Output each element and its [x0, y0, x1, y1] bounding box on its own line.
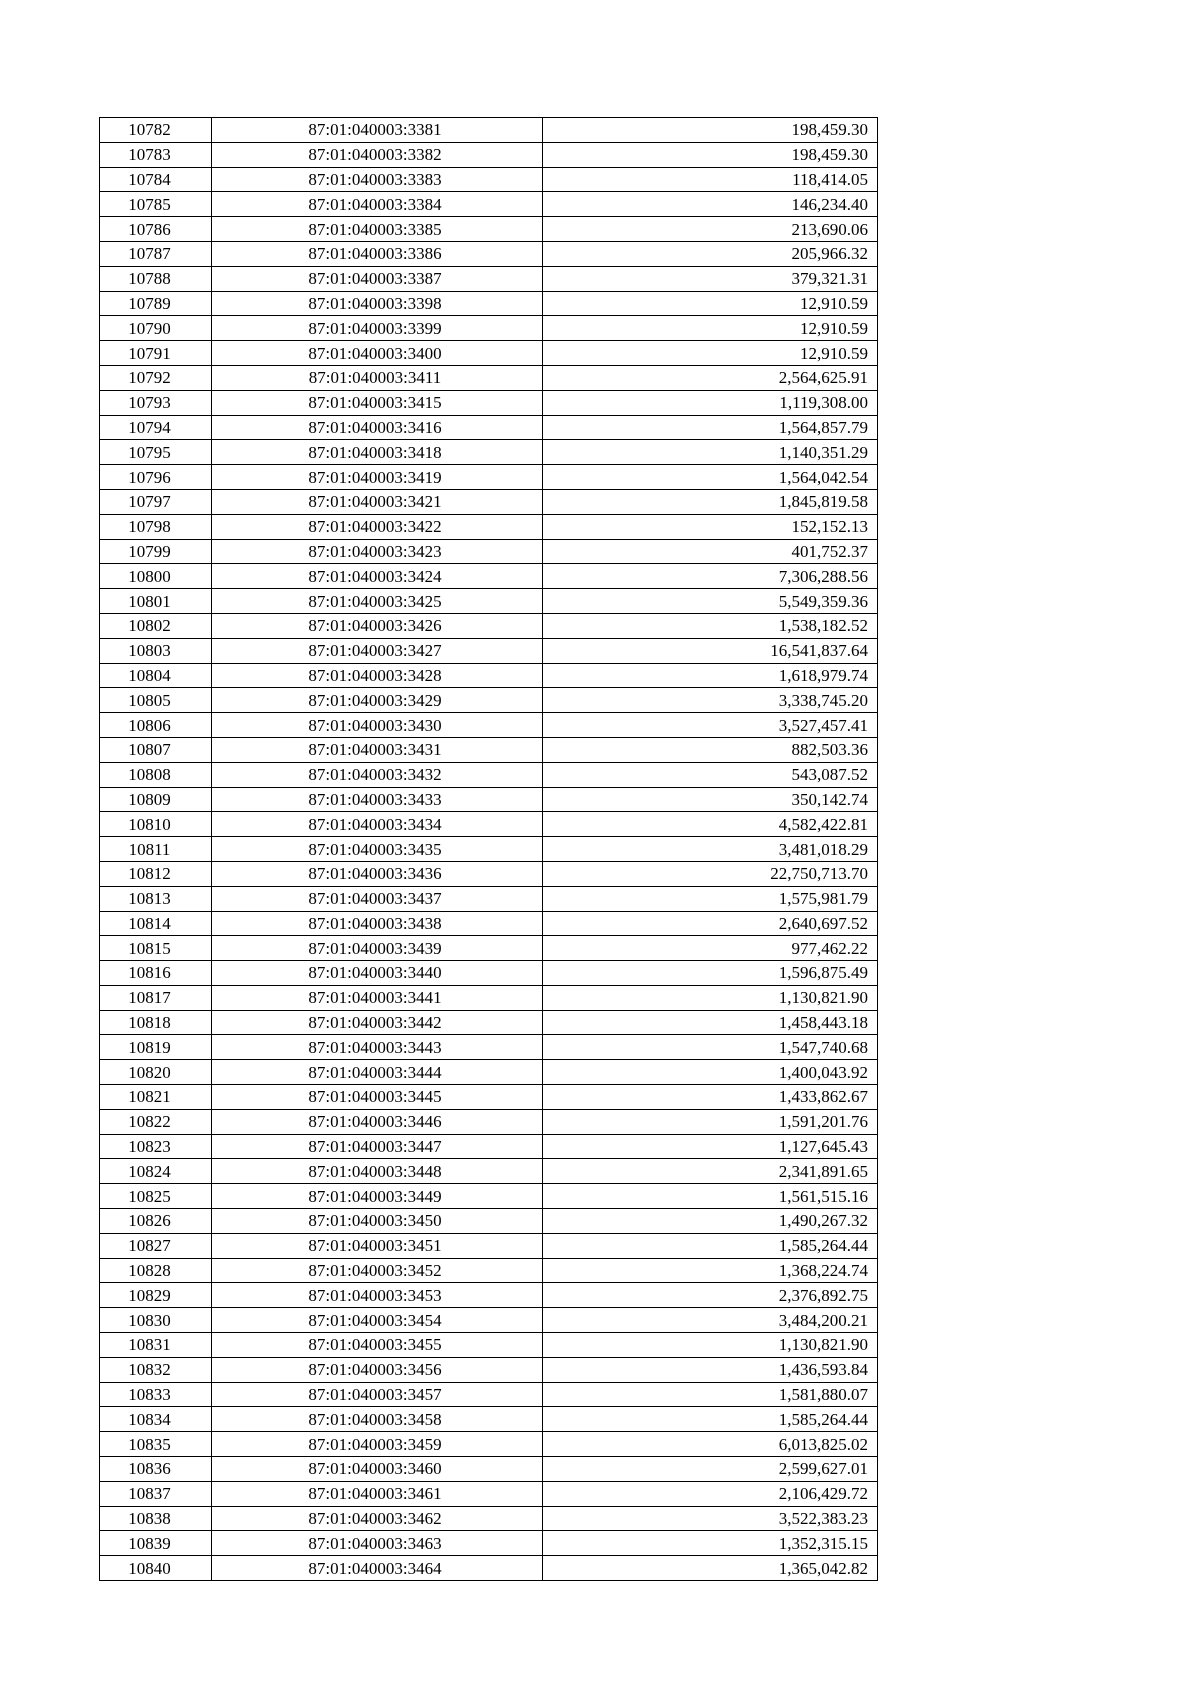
- cadastral-value-cell: 1,433,862.67: [543, 1085, 878, 1110]
- cadastral-value-cell: 12,910.59: [543, 316, 878, 341]
- cadastral-value-cell: 1,490,267.32: [543, 1209, 878, 1234]
- table-row: [100, 1134, 878, 1159]
- table-row: [100, 365, 878, 390]
- cadastral-value-cell: 1,585,264.44: [543, 1407, 878, 1432]
- cadastral-number-cell: 87:01:040003:3431: [212, 737, 543, 762]
- table-row: [100, 489, 878, 514]
- cadastral-number-cell: 87:01:040003:3442: [212, 1010, 543, 1035]
- cadastral-number-cell: 87:01:040003:3458: [212, 1407, 543, 1432]
- row-number-cell: 10828: [100, 1258, 212, 1283]
- row-number-cell: 10812: [100, 861, 212, 886]
- row-number-cell: 10814: [100, 911, 212, 936]
- cadastral-number-cell: 87:01:040003:3422: [212, 514, 543, 539]
- cadastral-value-cell: 3,338,745.20: [543, 688, 878, 713]
- row-number-cell: 10818: [100, 1010, 212, 1035]
- table-row: [100, 787, 878, 812]
- table-row: [100, 1184, 878, 1209]
- row-number-cell: 10829: [100, 1283, 212, 1308]
- cadastral-value-cell: 1,140,351.29: [543, 440, 878, 465]
- cadastral-number-cell: 87:01:040003:3400: [212, 341, 543, 366]
- table-row: [100, 1333, 878, 1358]
- row-number-cell: 10797: [100, 489, 212, 514]
- row-number-cell: 10826: [100, 1209, 212, 1234]
- row-number-cell: 10803: [100, 638, 212, 663]
- cadastral-number-cell: 87:01:040003:3429: [212, 688, 543, 713]
- cadastral-number-cell: 87:01:040003:3430: [212, 713, 543, 738]
- cadastral-number-cell: 87:01:040003:3424: [212, 564, 543, 589]
- row-number-cell: 10804: [100, 663, 212, 688]
- cadastral-value-cell: 1,564,042.54: [543, 465, 878, 490]
- cadastral-value-cell: 3,527,457.41: [543, 713, 878, 738]
- cadastral-number-cell: 87:01:040003:3446: [212, 1109, 543, 1134]
- table-row: [100, 142, 878, 167]
- table-row: [100, 1506, 878, 1531]
- cadastral-number-cell: 87:01:040003:3462: [212, 1506, 543, 1531]
- cadastral-number-cell: 87:01:040003:3432: [212, 762, 543, 787]
- table-row: [100, 1060, 878, 1085]
- row-number-cell: 10789: [100, 291, 212, 316]
- table-row: [100, 1407, 878, 1432]
- table-row: [100, 886, 878, 911]
- row-number-cell: 10811: [100, 837, 212, 862]
- table-row: [100, 1010, 878, 1035]
- row-number-cell: 10817: [100, 985, 212, 1010]
- table-row: [100, 241, 878, 266]
- cadastral-value-cell: 152,152.13: [543, 514, 878, 539]
- cadastral-number-cell: 87:01:040003:3451: [212, 1233, 543, 1258]
- cadastral-value-cell: 1,130,821.90: [543, 1333, 878, 1358]
- table-row: [100, 985, 878, 1010]
- cadastral-number-cell: 87:01:040003:3436: [212, 861, 543, 886]
- table-row: [100, 415, 878, 440]
- cadastral-value-cell: 1,581,880.07: [543, 1382, 878, 1407]
- cadastral-value-cell: 22,750,713.70: [543, 861, 878, 886]
- row-number-cell: 10783: [100, 142, 212, 167]
- cadastral-value-cell: 1,596,875.49: [543, 961, 878, 986]
- table-row: [100, 1233, 878, 1258]
- table-row: [100, 1382, 878, 1407]
- row-number-cell: 10813: [100, 886, 212, 911]
- row-number-cell: 10830: [100, 1308, 212, 1333]
- table-row: [100, 737, 878, 762]
- row-number-cell: 10807: [100, 737, 212, 762]
- table-row: [100, 1035, 878, 1060]
- row-number-cell: 10832: [100, 1357, 212, 1382]
- table-row: [100, 1481, 878, 1506]
- cadastral-number-cell: 87:01:040003:3439: [212, 936, 543, 961]
- row-number-cell: 10802: [100, 613, 212, 638]
- cadastral-number-cell: 87:01:040003:3398: [212, 291, 543, 316]
- row-number-cell: 10825: [100, 1184, 212, 1209]
- cadastral-number-cell: 87:01:040003:3452: [212, 1258, 543, 1283]
- cadastral-value-cell: 1,561,515.16: [543, 1184, 878, 1209]
- table-row: [100, 589, 878, 614]
- cadastral-number-cell: 87:01:040003:3425: [212, 589, 543, 614]
- row-number-cell: 10816: [100, 961, 212, 986]
- row-number-cell: 10827: [100, 1233, 212, 1258]
- cadastral-value-cell: 882,503.36: [543, 737, 878, 762]
- table-row: [100, 861, 878, 886]
- cadastral-number-cell: 87:01:040003:3460: [212, 1457, 543, 1482]
- row-number-cell: 10785: [100, 192, 212, 217]
- cadastral-value-cell: 1,547,740.68: [543, 1035, 878, 1060]
- row-number-cell: 10795: [100, 440, 212, 465]
- cadastral-value-cell: 379,321.31: [543, 266, 878, 291]
- row-number-cell: 10788: [100, 266, 212, 291]
- table-row: [100, 514, 878, 539]
- row-number-cell: 10836: [100, 1457, 212, 1482]
- cadastral-number-cell: 87:01:040003:3441: [212, 985, 543, 1010]
- table-row: [100, 390, 878, 415]
- cadastral-value-cell: 977,462.22: [543, 936, 878, 961]
- cadastral-value-cell: 213,690.06: [543, 217, 878, 242]
- row-number-cell: 10839: [100, 1531, 212, 1556]
- cadastral-value-cell: 3,484,200.21: [543, 1308, 878, 1333]
- table-row: [100, 961, 878, 986]
- table-row: [100, 1258, 878, 1283]
- cadastral-value-cell: 1,585,264.44: [543, 1233, 878, 1258]
- table-row: [100, 1159, 878, 1184]
- cadastral-number-cell: 87:01:040003:3450: [212, 1209, 543, 1234]
- cadastral-number-cell: 87:01:040003:3434: [212, 812, 543, 837]
- table-row: [100, 638, 878, 663]
- table-row: [100, 564, 878, 589]
- cadastral-number-cell: 87:01:040003:3382: [212, 142, 543, 167]
- table-row: [100, 1109, 878, 1134]
- cadastral-number-cell: 87:01:040003:3438: [212, 911, 543, 936]
- cadastral-value-cell: 2,376,892.75: [543, 1283, 878, 1308]
- cadastral-value-cell: 12,910.59: [543, 341, 878, 366]
- cadastral-value-cell: 16,541,837.64: [543, 638, 878, 663]
- cadastral-value-cell: 1,130,821.90: [543, 985, 878, 1010]
- table-row: [100, 663, 878, 688]
- cadastral-value-cell: 1,618,979.74: [543, 663, 878, 688]
- row-number-cell: 10782: [100, 118, 212, 143]
- cadastral-value-cell: 1,352,315.15: [543, 1531, 878, 1556]
- row-number-cell: 10808: [100, 762, 212, 787]
- cadastral-number-cell: 87:01:040003:3448: [212, 1159, 543, 1184]
- table-row: [100, 118, 878, 143]
- row-number-cell: 10815: [100, 936, 212, 961]
- cadastral-value-cell: 1,564,857.79: [543, 415, 878, 440]
- cadastral-number-cell: 87:01:040003:3411: [212, 365, 543, 390]
- table-row: [100, 341, 878, 366]
- cadastral-number-cell: 87:01:040003:3421: [212, 489, 543, 514]
- cadastral-value-cell: 401,752.37: [543, 539, 878, 564]
- cadastral-number-cell: 87:01:040003:3419: [212, 465, 543, 490]
- row-number-cell: 10794: [100, 415, 212, 440]
- cadastral-number-cell: 87:01:040003:3383: [212, 167, 543, 192]
- cadastral-number-cell: 87:01:040003:3428: [212, 663, 543, 688]
- cadastral-value-cell: 3,481,018.29: [543, 837, 878, 862]
- cadastral-number-cell: 87:01:040003:3454: [212, 1308, 543, 1333]
- cadastral-number-cell: 87:01:040003:3461: [212, 1481, 543, 1506]
- table-row: [100, 613, 878, 638]
- cadastral-value-cell: 205,966.32: [543, 241, 878, 266]
- cadastral-number-cell: 87:01:040003:3386: [212, 241, 543, 266]
- row-number-cell: 10810: [100, 812, 212, 837]
- cadastral-number-cell: 87:01:040003:3443: [212, 1035, 543, 1060]
- cadastral-number-cell: 87:01:040003:3459: [212, 1432, 543, 1457]
- row-number-cell: 10799: [100, 539, 212, 564]
- row-number-cell: 10796: [100, 465, 212, 490]
- table-row: [100, 1556, 878, 1581]
- row-number-cell: 10837: [100, 1481, 212, 1506]
- cadastral-number-cell: 87:01:040003:3416: [212, 415, 543, 440]
- cadastral-value-cell: 1,575,981.79: [543, 886, 878, 911]
- table-row: [100, 1357, 878, 1382]
- table-row: [100, 167, 878, 192]
- cadastral-number-cell: 87:01:040003:3463: [212, 1531, 543, 1556]
- row-number-cell: 10805: [100, 688, 212, 713]
- table-row: [100, 713, 878, 738]
- cadastral-value-cell: 1,119,308.00: [543, 390, 878, 415]
- row-number-cell: 10824: [100, 1159, 212, 1184]
- cadastral-number-cell: 87:01:040003:3455: [212, 1333, 543, 1358]
- table-row: [100, 291, 878, 316]
- row-number-cell: 10806: [100, 713, 212, 738]
- row-number-cell: 10820: [100, 1060, 212, 1085]
- cadastral-number-cell: 87:01:040003:3440: [212, 961, 543, 986]
- cadastral-number-cell: 87:01:040003:3399: [212, 316, 543, 341]
- table-row: [100, 837, 878, 862]
- table-row: [100, 812, 878, 837]
- cadastral-value-table: [99, 117, 878, 1581]
- row-number-cell: 10835: [100, 1432, 212, 1457]
- cadastral-number-cell: 87:01:040003:3456: [212, 1357, 543, 1382]
- row-number-cell: 10790: [100, 316, 212, 341]
- cadastral-number-cell: 87:01:040003:3444: [212, 1060, 543, 1085]
- table-row: [100, 688, 878, 713]
- cadastral-number-cell: 87:01:040003:3464: [212, 1556, 543, 1581]
- cadastral-value-cell: 1,538,182.52: [543, 613, 878, 638]
- cadastral-value-cell: 1,400,043.92: [543, 1060, 878, 1085]
- table-row: [100, 1457, 878, 1482]
- cadastral-value-cell: 1,436,593.84: [543, 1357, 878, 1382]
- table-row: [100, 1085, 878, 1110]
- cadastral-value-cell: 5,549,359.36: [543, 589, 878, 614]
- cadastral-value-cell: 543,087.52: [543, 762, 878, 787]
- cadastral-value-cell: 198,459.30: [543, 118, 878, 143]
- table-row: [100, 1209, 878, 1234]
- cadastral-value-cell: 6,013,825.02: [543, 1432, 878, 1457]
- cadastral-value-cell: 1,591,201.76: [543, 1109, 878, 1134]
- cadastral-value-cell: 1,368,224.74: [543, 1258, 878, 1283]
- cadastral-value-cell: 118,414.05: [543, 167, 878, 192]
- table-row: [100, 1432, 878, 1457]
- cadastral-number-cell: 87:01:040003:3457: [212, 1382, 543, 1407]
- cadastral-value-cell: 2,341,891.65: [543, 1159, 878, 1184]
- cadastral-number-cell: 87:01:040003:3426: [212, 613, 543, 638]
- row-number-cell: 10823: [100, 1134, 212, 1159]
- cadastral-number-cell: 87:01:040003:3418: [212, 440, 543, 465]
- table-row: [100, 1531, 878, 1556]
- cadastral-number-cell: 87:01:040003:3427: [212, 638, 543, 663]
- cadastral-number-cell: 87:01:040003:3449: [212, 1184, 543, 1209]
- cadastral-number-cell: 87:01:040003:3415: [212, 390, 543, 415]
- table-row: [100, 465, 878, 490]
- row-number-cell: 10787: [100, 241, 212, 266]
- cadastral-number-cell: 87:01:040003:3381: [212, 118, 543, 143]
- row-number-cell: 10786: [100, 217, 212, 242]
- cadastral-value-cell: 2,640,697.52: [543, 911, 878, 936]
- cadastral-number-cell: 87:01:040003:3437: [212, 886, 543, 911]
- table-row: [100, 762, 878, 787]
- cadastral-number-cell: 87:01:040003:3387: [212, 266, 543, 291]
- row-number-cell: 10821: [100, 1085, 212, 1110]
- cadastral-value-cell: 1,458,443.18: [543, 1010, 878, 1035]
- cadastral-value-cell: 7,306,288.56: [543, 564, 878, 589]
- cadastral-value-cell: 12,910.59: [543, 291, 878, 316]
- cadastral-number-cell: 87:01:040003:3385: [212, 217, 543, 242]
- row-number-cell: 10840: [100, 1556, 212, 1581]
- cadastral-value-cell: 2,106,429.72: [543, 1481, 878, 1506]
- cadastral-number-cell: 87:01:040003:3453: [212, 1283, 543, 1308]
- cadastral-number-cell: 87:01:040003:3435: [212, 837, 543, 862]
- cadastral-number-cell: 87:01:040003:3423: [212, 539, 543, 564]
- cadastral-value-cell: 2,599,627.01: [543, 1457, 878, 1482]
- cadastral-value-cell: 146,234.40: [543, 192, 878, 217]
- row-number-cell: 10792: [100, 365, 212, 390]
- row-number-cell: 10819: [100, 1035, 212, 1060]
- table-row: [100, 316, 878, 341]
- table-row: [100, 1283, 878, 1308]
- cadastral-value-cell: 2,564,625.91: [543, 365, 878, 390]
- row-number-cell: 10800: [100, 564, 212, 589]
- table-row: [100, 539, 878, 564]
- row-number-cell: 10798: [100, 514, 212, 539]
- table-body: [100, 118, 878, 1581]
- table-row: [100, 440, 878, 465]
- cadastral-value-cell: 3,522,383.23: [543, 1506, 878, 1531]
- cadastral-value-cell: 4,582,422.81: [543, 812, 878, 837]
- table-row: [100, 192, 878, 217]
- row-number-cell: 10791: [100, 341, 212, 366]
- cadastral-number-cell: 87:01:040003:3445: [212, 1085, 543, 1110]
- row-number-cell: 10833: [100, 1382, 212, 1407]
- row-number-cell: 10809: [100, 787, 212, 812]
- row-number-cell: 10831: [100, 1333, 212, 1358]
- row-number-cell: 10834: [100, 1407, 212, 1432]
- table-row: [100, 936, 878, 961]
- cadastral-value-cell: 1,845,819.58: [543, 489, 878, 514]
- cadastral-number-cell: 87:01:040003:3384: [212, 192, 543, 217]
- cadastral-number-cell: 87:01:040003:3447: [212, 1134, 543, 1159]
- cadastral-value-cell: 198,459.30: [543, 142, 878, 167]
- table-row: [100, 911, 878, 936]
- row-number-cell: 10801: [100, 589, 212, 614]
- cadastral-number-cell: 87:01:040003:3433: [212, 787, 543, 812]
- row-number-cell: 10793: [100, 390, 212, 415]
- cadastral-value-cell: 350,142.74: [543, 787, 878, 812]
- table-row: [100, 217, 878, 242]
- row-number-cell: 10838: [100, 1506, 212, 1531]
- table-row: [100, 1308, 878, 1333]
- row-number-cell: 10784: [100, 167, 212, 192]
- table-row: [100, 266, 878, 291]
- cadastral-value-cell: 1,365,042.82: [543, 1556, 878, 1581]
- row-number-cell: 10822: [100, 1109, 212, 1134]
- cadastral-value-cell: 1,127,645.43: [543, 1134, 878, 1159]
